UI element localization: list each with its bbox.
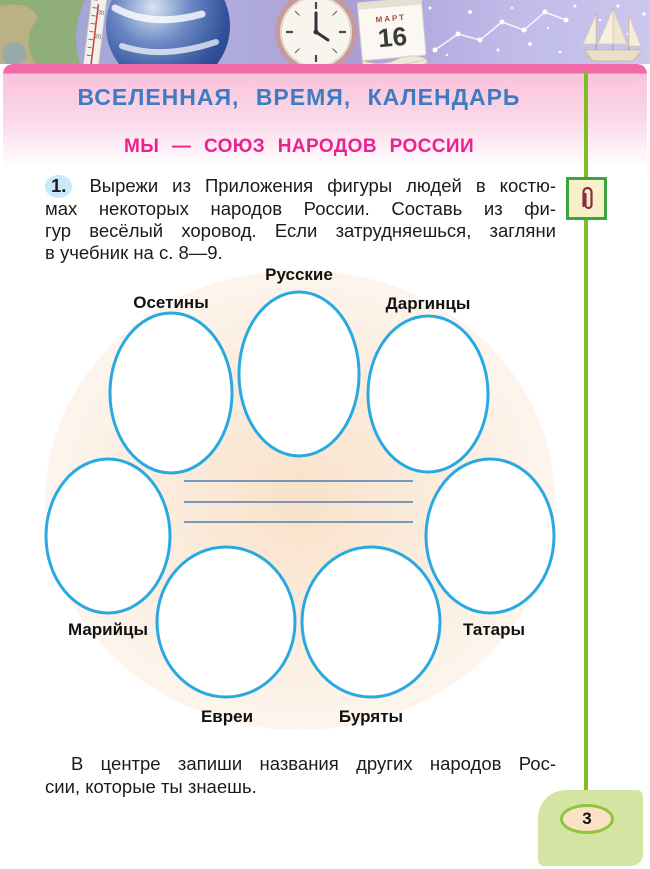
task-line: в учебник на с. 8—9. <box>45 242 223 263</box>
thermometer-mark-30: 30 <box>97 10 105 17</box>
figure-slot-dargintsy <box>368 316 488 472</box>
appendix-marker <box>566 177 607 220</box>
label-dargintsy: Даргинцы <box>385 294 471 313</box>
round-dance-diagram <box>0 262 650 740</box>
section-title: ВСЕЛЕННАЯ, ВРЕМЯ, КАЛЕНДАРЬ <box>77 84 521 110</box>
label-russkie: Русские <box>265 265 333 284</box>
figure-slot-osetiny <box>110 313 232 473</box>
calendar-day: 16 <box>376 20 409 54</box>
chapter-title: МЫ — СОЮЗ НАРОДОВ РОССИИ <box>123 136 475 157</box>
label-mariytsy: Марийцы <box>67 620 149 639</box>
map-fragment <box>0 0 85 64</box>
label-evrei: Евреи <box>200 707 254 726</box>
task-line-text: Вырежи из Приложения фигуры людей в костю- <box>89 175 556 196</box>
figure-slot-russkie <box>239 292 359 456</box>
calendar-month: МАРТ <box>375 12 407 25</box>
task-line <box>45 175 556 198</box>
note-line: сии, которые ты знаешь. <box>45 776 257 797</box>
task-number-badge: 1. <box>45 175 72 198</box>
thermometer-mark-20: 20 <box>94 34 102 41</box>
note-line: В центре запиши названия других народов Рос- <box>71 753 556 774</box>
clock-icon <box>275 0 357 64</box>
label-osetiny: Осетины <box>133 293 209 312</box>
task-line: мах некоторых народов России. Составь из фи- <box>45 198 556 219</box>
label-buryaty: Буряты <box>338 707 404 726</box>
page-number-badge: 3 <box>560 804 614 834</box>
figure-slot-tatary <box>426 459 554 613</box>
header-collage <box>0 0 650 64</box>
paperclip-icon <box>577 184 597 214</box>
earth-image <box>106 0 230 64</box>
calendar-icon <box>357 0 427 64</box>
task-line: гур весёлый хоровод. Если затрудняешься, загляни <box>45 220 556 241</box>
figure-slot-evrei <box>157 547 295 697</box>
task-1-note <box>45 752 556 798</box>
figure-slot-buryaty <box>302 547 440 697</box>
label-tatary: Татары <box>462 620 526 639</box>
figure-slot-mariytsy <box>46 459 170 613</box>
task-1-text <box>45 175 556 264</box>
